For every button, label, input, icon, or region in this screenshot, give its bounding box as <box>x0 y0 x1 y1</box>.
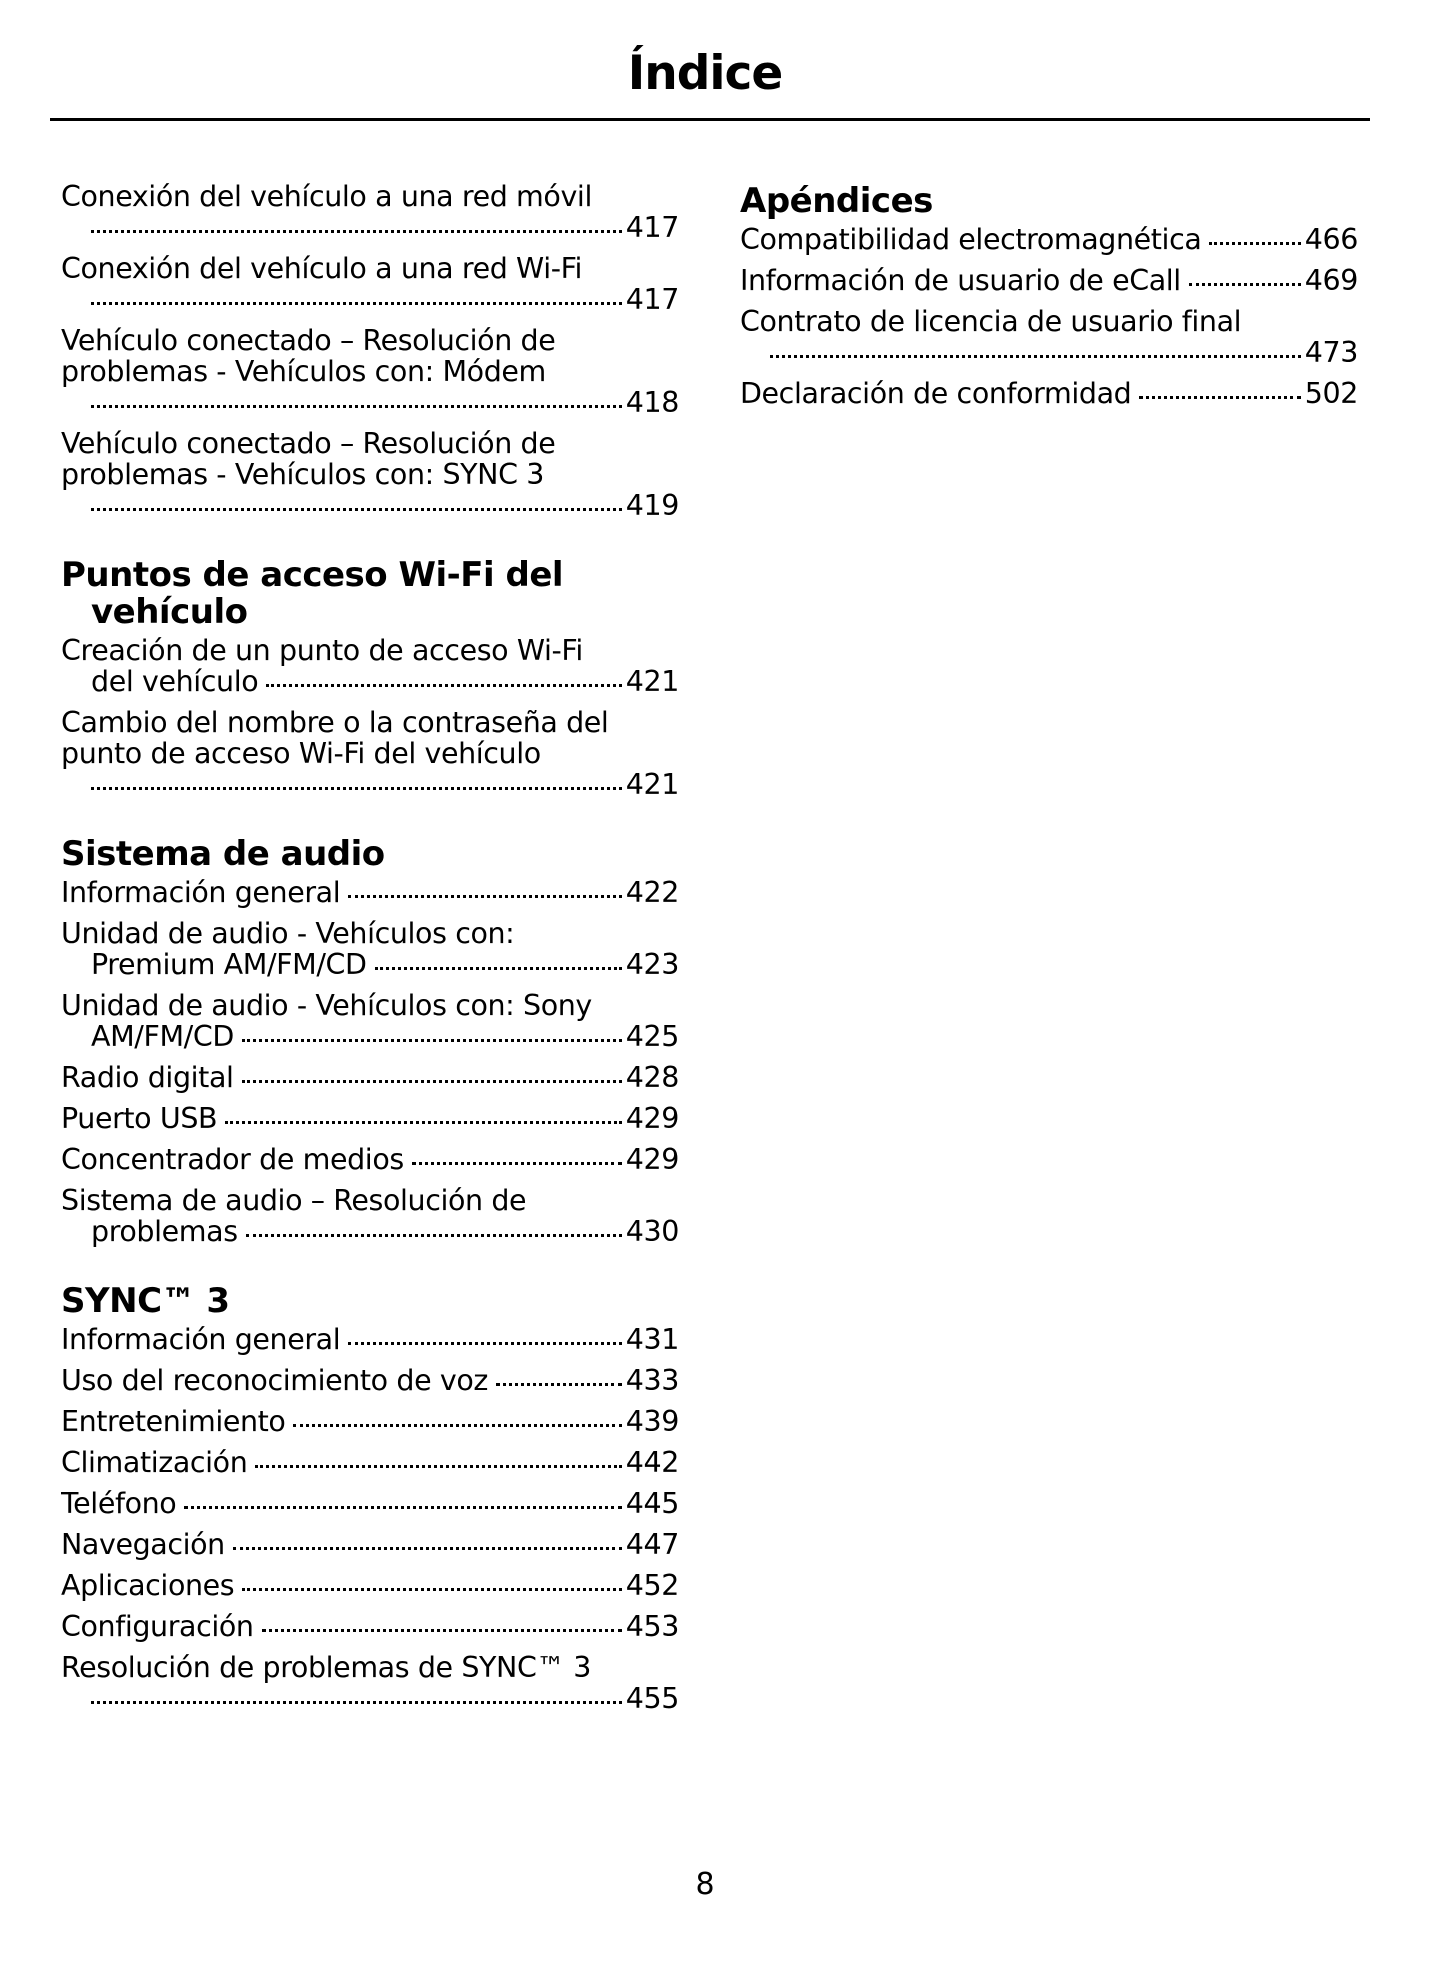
dot-leader <box>348 1342 622 1345</box>
dot-leader <box>770 355 1301 358</box>
toc-entry[interactable] <box>61 877 679 908</box>
toc-entry[interactable] <box>61 1529 679 1560</box>
toc-entry[interactable] <box>740 306 1358 368</box>
toc-entry-leader-line <box>91 1216 679 1247</box>
toc-entry[interactable] <box>61 325 679 418</box>
toc-entry-text: Resolución de problemas de SYNC™ 3 <box>61 1652 591 1684</box>
dot-leader <box>91 302 622 305</box>
toc-page-number: 447 <box>625 1529 679 1560</box>
toc-entry-text: Compatibilidad electromagnética <box>740 224 1202 255</box>
toc-entry-text: del vehículo <box>91 665 259 697</box>
section-heading: Apéndices <box>740 181 933 221</box>
toc-entry[interactable] <box>61 1488 679 1519</box>
toc-entry[interactable] <box>61 635 679 697</box>
dot-leader <box>412 1162 622 1165</box>
section-heading: Sistema de audio <box>61 834 385 874</box>
toc-entry-text: Creación de un punto de acceso Wi-Fi <box>61 635 583 667</box>
dot-leader <box>1189 283 1301 286</box>
toc-entry-text: Aplicaciones <box>61 1570 235 1601</box>
toc-entry-text: Uso del reconocimiento de voz <box>61 1365 488 1396</box>
toc-entry-leader-line <box>91 1683 679 1714</box>
toc-page-number: 417 <box>625 283 679 315</box>
toc-entry-leader-line <box>91 769 679 800</box>
dot-leader <box>91 230 622 233</box>
dot-leader <box>496 1383 622 1386</box>
toc-entry-leader-line <box>61 1406 679 1437</box>
toc-entry-leader-line <box>61 1062 679 1093</box>
toc-entry[interactable] <box>61 253 679 315</box>
toc-page-number: 452 <box>625 1570 679 1601</box>
dot-leader <box>1139 396 1300 399</box>
toc-entry-text: Concentrador de medios <box>61 1144 404 1175</box>
toc-entry-text: problemas - Vehículos con: SYNC 3 <box>61 458 544 491</box>
toc-entry-text: Navegación <box>61 1529 225 1560</box>
toc-entry-text: Contrato de licencia de usuario final <box>740 306 1242 338</box>
page-number: 8 <box>695 1867 715 1902</box>
toc-entry-text: Sistema de audio – Resolución de <box>61 1185 527 1217</box>
toc-left-column <box>61 181 679 1750</box>
toc-entry-text: Vehículo conectado – Resolución de <box>61 325 556 357</box>
toc-entry-leader-line <box>61 1529 679 1560</box>
toc-entry-leader-line <box>91 490 679 521</box>
dot-leader <box>1209 242 1300 245</box>
toc-page-number: 428 <box>625 1062 679 1093</box>
toc-section-apendices <box>740 183 1358 409</box>
toc-entry-leader-line <box>61 1447 679 1478</box>
toc-entry-text: Premium AM/FM/CD <box>91 948 367 980</box>
toc-entry-text: Unidad de audio - Vehículos con: Sony <box>61 990 592 1022</box>
toc-entry[interactable] <box>61 1611 679 1642</box>
toc-page-number: 422 <box>625 877 679 908</box>
toc-section-sync-3 <box>61 1283 679 1714</box>
toc-entry-text: Declaración de conformidad <box>740 378 1132 409</box>
toc-entry[interactable] <box>61 428 679 521</box>
dot-leader <box>184 1506 621 1509</box>
toc-entry[interactable] <box>61 1652 679 1714</box>
toc-page-number: 433 <box>625 1365 679 1396</box>
dot-leader <box>242 1039 622 1042</box>
toc-entry[interactable] <box>61 990 679 1052</box>
dot-leader <box>266 684 622 687</box>
toc-section <box>61 181 679 521</box>
dot-leader <box>262 1629 622 1632</box>
toc-page-number: 502 <box>1304 378 1358 409</box>
toc-page-number: 455 <box>625 1682 679 1714</box>
toc-entry-text: problemas - Vehículos con: Módem <box>61 355 546 388</box>
dot-leader <box>225 1121 622 1124</box>
toc-entry-leader-line <box>91 284 679 315</box>
toc-entry[interactable] <box>61 1447 679 1478</box>
toc-entry[interactable] <box>61 1144 679 1175</box>
dot-leader <box>91 1701 622 1704</box>
toc-page-number: 466 <box>1304 224 1358 255</box>
toc-entry-text: Cambio del nombre o la contraseña del <box>61 707 609 739</box>
dot-leader <box>233 1547 622 1550</box>
toc-entry-text: Conexión del vehículo a una red móvil <box>61 181 592 213</box>
toc-entry[interactable] <box>61 918 679 980</box>
dot-leader <box>242 1588 622 1591</box>
toc-entry-leader-line <box>740 224 1358 255</box>
toc-entry-text: Configuración <box>61 1611 254 1642</box>
toc-entry-leader-line <box>91 1021 679 1052</box>
toc-entry-text: punto de acceso Wi-Fi del vehículo <box>61 737 541 770</box>
dot-leader <box>348 895 622 898</box>
section-heading: SYNC™ 3 <box>61 1281 230 1321</box>
toc-entry-leader-line <box>91 666 679 697</box>
section-heading: Puntos de acceso Wi-Fi del vehículo <box>61 555 564 632</box>
toc-entry-text: Conexión del vehículo a una red Wi-Fi <box>61 253 583 285</box>
toc-page-number: 453 <box>625 1611 679 1642</box>
page-title: Índice <box>627 46 783 101</box>
toc-entry-text: AM/FM/CD <box>91 1020 234 1052</box>
toc-entry[interactable] <box>61 1365 679 1396</box>
toc-entry[interactable] <box>61 1324 679 1355</box>
dot-leader <box>246 1234 622 1237</box>
toc-entry[interactable] <box>61 707 679 800</box>
toc-entry-leader-line <box>61 1365 679 1396</box>
toc-entry[interactable] <box>740 265 1358 296</box>
toc-right-column <box>740 183 1358 445</box>
toc-page-number: 429 <box>625 1144 679 1175</box>
toc-entry[interactable] <box>61 1103 679 1134</box>
dot-leader <box>375 967 622 970</box>
dot-leader <box>91 787 622 790</box>
toc-page-number: 473 <box>1304 336 1358 368</box>
toc-page-number: 425 <box>625 1020 679 1052</box>
toc-entry-text: Puerto USB <box>61 1103 218 1134</box>
toc-page-number: 421 <box>625 768 679 800</box>
toc-entry-leader-line <box>91 949 679 980</box>
toc-page-number: 445 <box>625 1488 679 1519</box>
toc-page-number: 418 <box>625 386 679 418</box>
toc-entry-leader-line <box>91 212 679 243</box>
toc-page-number: 431 <box>625 1324 679 1355</box>
toc-entry-text: Radio digital <box>61 1062 234 1093</box>
toc-entry[interactable] <box>740 378 1358 409</box>
toc-entry-leader-line <box>61 1324 679 1355</box>
toc-page-number: 423 <box>625 948 679 980</box>
toc-section-sistema-de-audio <box>61 836 679 1247</box>
toc-page-number: 429 <box>625 1103 679 1134</box>
dot-leader <box>255 1465 621 1468</box>
toc-entry[interactable] <box>61 181 679 243</box>
title-divider <box>50 118 1370 121</box>
toc-entry-leader-line <box>61 877 679 908</box>
toc-entry-text: Teléfono <box>61 1488 177 1519</box>
toc-entry-leader-line <box>770 337 1358 368</box>
toc-entry-text: problemas <box>91 1215 238 1247</box>
toc-page-number: 421 <box>625 665 679 697</box>
toc-entry[interactable] <box>61 1062 679 1093</box>
toc-entry-leader-line <box>91 387 679 418</box>
toc-page-number: 439 <box>625 1406 679 1437</box>
toc-entry-leader-line <box>740 378 1358 409</box>
toc-entry-text: Información general <box>61 877 341 908</box>
toc-entry-leader-line <box>740 265 1358 296</box>
dot-leader <box>242 1080 622 1083</box>
toc-entry-text: Vehículo conectado – Resolución de <box>61 428 556 460</box>
toc-entry-leader-line <box>61 1144 679 1175</box>
toc-entry[interactable] <box>740 224 1358 255</box>
toc-page-number: 469 <box>1304 265 1358 296</box>
toc-entry-text: Unidad de audio - Vehículos con: <box>61 918 515 950</box>
dot-leader <box>91 405 622 408</box>
toc-entry-leader-line <box>61 1488 679 1519</box>
toc-entry[interactable] <box>61 1406 679 1437</box>
toc-entry[interactable] <box>61 1185 679 1247</box>
dot-leader <box>91 508 622 511</box>
toc-entry[interactable] <box>61 1570 679 1601</box>
toc-entry-text: Entretenimiento <box>61 1406 286 1437</box>
toc-section-puntos-de-acceso-wi-fi-del-vehiculo <box>61 557 679 800</box>
toc-entry-text: Climatización <box>61 1447 248 1478</box>
dot-leader <box>293 1424 621 1427</box>
toc-entry-leader-line <box>61 1103 679 1134</box>
toc-entry-text: Información general <box>61 1324 341 1355</box>
toc-page-number: 430 <box>625 1215 679 1247</box>
toc-page-number: 442 <box>625 1447 679 1478</box>
toc-page-number: 417 <box>625 211 679 243</box>
toc-page-number: 419 <box>625 489 679 521</box>
toc-entry-leader-line <box>61 1570 679 1601</box>
toc-entry-text: Información de usuario de eCall <box>740 265 1181 296</box>
toc-entry-leader-line <box>61 1611 679 1642</box>
